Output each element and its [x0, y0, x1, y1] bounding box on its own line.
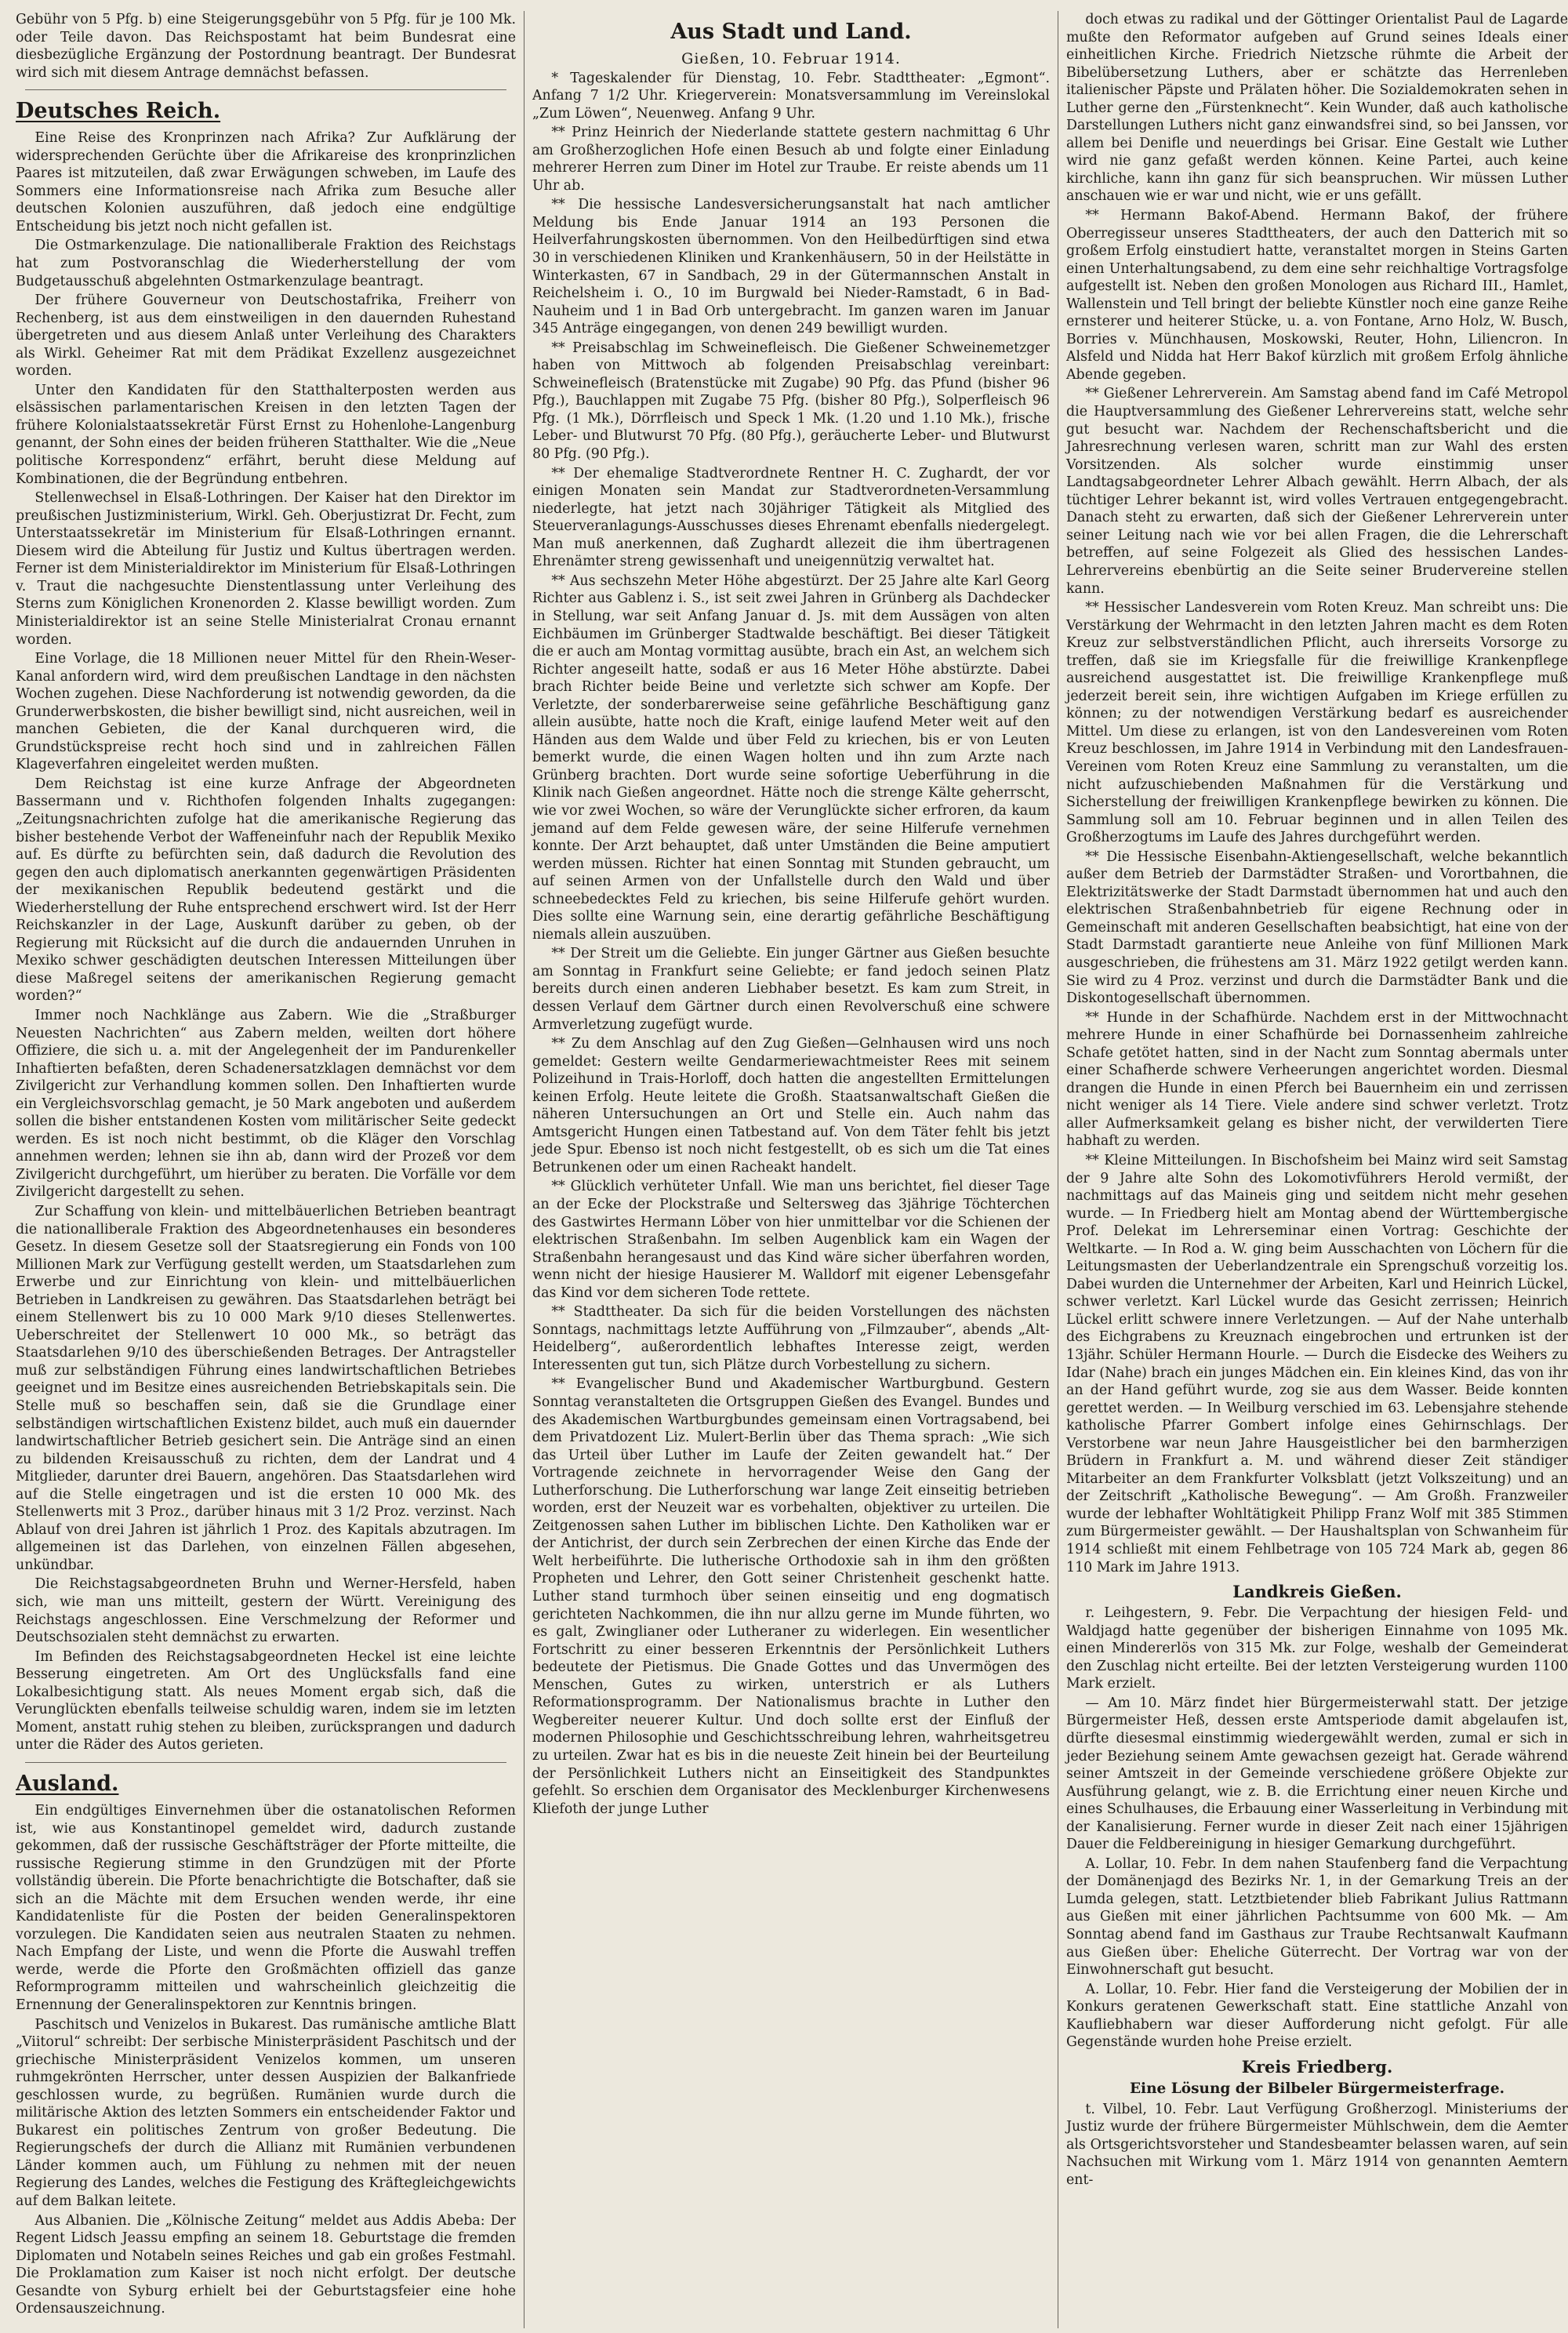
article-paragraph: ** Glücklich verhüteter Unfall. Wie man uns berichtet, fiel dieser Tage an der Ecke der Plockstraße und Seltersweg das 3jährige Töchterchen des Gastwirtes Hermann Löber von hier unmittelbar vor die Schienen der elektrischen Straßenbahn. Im selben Augenblick kam ein Wagen der Straßenbahn herangesaust und das Kind wäre sicher überfahren worden, wenn nicht der hiesige Hausierer M. Walldorf mit eigener Lebensgefahr das Kind vor dem sicheren Tode rettete.	[532, 1179, 1050, 1301]
dateline: Gießen, 10. Februar 1914.	[681, 50, 901, 67]
article-heading: Eine Lösung der Bilbeler Bürgermeisterfrage.	[1129, 2080, 1505, 2097]
section-body	[1066, 2101, 1568, 2189]
article-paragraph: Die Reichstagsabgeordneten Bruhn und Werner-Hersfeld, haben sich, wie man uns mitteilt, gestern der Württ. Vereinigung des Reichstags angeschlossen. Eine Verschmelzung der Reformer und Deutschsozialen steht demnächst zu erwarten.	[16, 1576, 516, 1646]
article-paragraph: ** Der ehemalige Stadtverordnete Rentner H. C. Zughardt, der vor einigen Monaten sein Mandat zur Stadtverordneten-Versammlung niederlegte, hat jetzt nach 30jähriger Tätigkeit als Mitglied des Steuerveranlagungs-Ausschusses dieses Ehrenamt ebenfalls niedergelegt. Man muß anerkennen, daß Zughardt allezeit die ihm übertragenen Ehrenämter streng gewissenhaft und uneigennützig verwaltet hat.	[532, 465, 1050, 570]
article-paragraph: doch etwas zu radikal und der Göttinger Orientalist Paul de Lagarde mußte den Reformator aufgeben auf Grund seines Ideals einer einheitlichen Kirche. Friedrich Nietzsche rühmte die Arbeit der Bibelübersetzung Luthers, aber er schätzte das Herrenleben italienischer Päpste und Prälaten höher. Die Sozialdemokraten sehen in Luther gerne den „Fürstenknecht“. Kein Wunder, daß auch katholische Darstellungen Luthers nicht ganz einwandsfrei sind, so bei Janssen, vor allem bei Denifle und neuerdings bei Grisar. Eine Gestalt wie Luther wird nie ganz gefaßt werden können. Keine Partei, auch keine kirchliche, kann ihn ganz für sich beanspruchen. Wir müssen Luther anschauen wie er war und nicht, wie er uns gefällt.	[1066, 12, 1568, 205]
calendar-notice: * Tageskalender für Dienstag, 10. Febr. Stadttheater: „Egmont“. Anfang 7 1/2 Uhr. Kriegerverein: Monatsversammlung im Vereinslokal „Zum Löwen“, Neuenweg. Anfang 9 Uhr.	[532, 70, 1050, 122]
section-body	[16, 129, 516, 1754]
article-paragraph: t. Vilbel, 10. Febr. Laut Verfügung Großherzogl. Ministeriums der Justiz wurde der frühere Bürgermeister Mühlschwein, dem die Aemter als Ortsgerichtsvorsteher und Standesbeamter belassen waren, auf sein Nachsuchen mit Wirkung vom 1. März 1914 von genannten Aemtern ent-	[1066, 2101, 1568, 2188]
section-body	[1066, 1604, 1568, 2051]
article-paragraph: Stellenwechsel in Elsaß-Lothringen. Der Kaiser hat den Direktor im preußischen Justizministerium, Wirkl. Geh. Oberjustizrat Dr. Fecht, zum Unterstaatssekretär im Ministerium für Elsaß-Lothringen ernannt. Diesem wird die Abteilung für Justiz und Kultus übertragen werden. Ferner ist dem Ministerialdirektor im Ministerium für Elsaß-Lothringen v. Traut die nachgesuchte Dienstentlassung unter Verleihung des Sterns zum Königlichen Kronenorden 2. Klasse bewilligt worden. Zum Ministerialdirektor ist an seine Stelle Ministerialrat Cronau ernannt worden.	[16, 490, 516, 648]
column-middle	[524, 11, 1050, 2328]
article-paragraph: ** Kleine Mitteilungen. In Bischofsheim bei Mainz wird seit Samstag der 9 Jahre alte Sohn des Lokomotivführers Herold vermißt, der nachmittags auf das Maineis ging und seitdem nicht mehr gesehen wurde. — In Friedberg hielt am Montag abend der Württembergische Prof. Delekat im Lehrerseminar einen Vortrag: Geschichte der Weltkarte. — In Rod a. W. ging beim Ausschachten von Löchern für die Leitungsmasten der Ueberlandzentrale ein Sprengschuß vorzeitig los. Dabei wurden die Unternehmer der Arbeiten, Karl und Heinrich Lückel, schwer verletzt. Karl Lückel wurde das Gesicht zerrissen; Heinrich Lückel erlitt schwere innere Verletzungen. — Auf der Nahe unterhalb des Eichgrabens zu Kreuznach eingebrochen und ertrunken ist der 13jähr. Schüler Hermann Hourle. — Durch die Eisdecke des Weihers zu Idar (Nahe) brach ein junges Mädchen ein. Ein kleines Kind, das von ihr an der Hand geführt wurde, zog sie aus dem Wasser. Beide konnten gerettet werden. — In Weilburg verschied im 63. Lebensjahre stehende katholische Pfarrer Gombert infolge eines Gehirnschlags. Der Verstorbene war neun Jahre Hausgeistlicher bei den barmherzigen Brüdern in Frankfurt a. M. und während dieser Zeit ständiger Mitarbeiter an dem Frankfurter Volksblatt (jetzt Volkszeitung) und an der Zeitschrift „Katholische Bewegung“. — Am Großh. Franzweiler wurde der lebhafter Wohltätigkeit Philipp Franz Wolf mit 385 Stimmen zum Bürgermeister gewählt. — Der Haushaltsplan von Schwanheim für 1914 schließt mit einem Fehlbetrage von 105 724 Mark ab, gegen 86 110 Mark im Jahre 1913.	[1066, 1153, 1568, 1575]
article-paragraph: ** Aus sechszehn Meter Höhe abgestürzt. Der 25 Jahre alte Karl Georg Richter aus Gablenz i. S., ist seit zwei Jahren in Grünberg als Dachdecker in Stellung, war seit Anfang Januar d. Js. mit dem Aussägen von alten Eichbäumen im Grünberger Stadtwalde beschäftigt. Bei dieser Tätigkeit die er auch am Montag vormittag ausübte, brach ein Ast, an welchem sich Richter angeseilt hatte, sodaß er aus 16 Meter Höhe abstürzte. Dabei brach Richter beide Beine und verletzte sich schwer am Kopfe. Der Verletzte, der sonderbarerweise seine gefährliche Beschäftigung ganz allein ausübte, hatte noch die Kraft, einige laufend Meter weit auf den Händen aus dem Walde und über Feld zu kriechen, bis er von Leuten bemerkt wurde, die einen Wagen holten und ihn zum Arzte nach Grünberg brachten. Dort wurde seine sofortige Ueberführung in die Klinik nach Gießen angeordnet. Hätte noch die strenge Kälte geherrscht, wie vor zwei Wochen, so wäre der Verunglückte sicher erfroren, da kaum jemand auf dem Felde gewesen wäre, der seine Hilferufe vernehmen konnte. Der Arzt behauptet, daß unter Umständen die Beine amputiert werden müssen. Richter hat einen Sonntag mit Stunden gebraucht, um auf seinen Armen von der Unfallstelle durch den Wald und über schneebedecktes Feld zu kriechen, bis seine Hilferufe gehört wurden. Dies sollte eine Warnung sein, eine derartig gefährliche Beschäftigung niemals allein auszuüben.	[532, 572, 1050, 943]
article-paragraph: ** Der Streit um die Geliebte. Ein junger Gärtner aus Gießen besuchte am Sonntag in Frankfurt seine Geliebte; er fand jedoch seinen Platz bereits durch einen anderen Liebhaber besetzt. Es kam zum Streit, in dessen Verlauf dem Gärtner durch einen Revolverschuß eine schwere Armverletzung zugefügt wurde.	[532, 946, 1050, 1033]
article-paragraph: Im Befinden des Reichstagsabgeordneten Heckel ist eine leichte Besserung eingetreten. Am Ort des Unglücksfalls fand eine Lokalbesichtigung statt. Als neues Moment ergab sich, daß die Verunglückten ebenfalls teilweise schuldig waren, indem sie im letzten Moment, anstatt ruhig stehen zu bleiben, zurücksprangen und dadurch unter die Räder des Autos gerieten.	[16, 1648, 516, 1753]
divider	[25, 1762, 506, 1763]
article-paragraph: ** Prinz Heinrich der Niederlande stattete gestern nachmittag 6 Uhr am Großherzoglichen Hofe einen Besuch ab und folgte einer Einladung mehrerer Herren zum Diner im Hotel zur Traube. Er reiste abends um 11 Uhr ab.	[532, 125, 1050, 194]
article-paragraph: ** Hermann Bakof-Abend. Hermann Bakof, der frühere Oberregisseur unseres Stadttheaters, der auch den Datterich mit so großem Erfolg einstudiert hatte, veranstaltet morgen in Steins Garten einen Unterhaltungsabend, zu dem eine sehr reichhaltige Vortragsfolge aufgestellt ist. Neben den großen Monologen aus Richard III., Hamlet, Wallenstein und Tell bringt der beliebte Künstler noch eine ganze Reihe ernsterer und heiterer Stücke, u. a. von Fontane, Arno Holz, W. Busch, Borries v. Münchhausen, Moskowski, Reuter, Hohn, Liliencron. In Alsfeld und Nidda hat Herr Bakof kürzlich mit großem Erfolg ähnliche Abende gegeben.	[1066, 208, 1568, 383]
section-body	[16, 1802, 516, 2318]
article-paragraph: ** Die Hessische Eisenbahn-Aktiengesellschaft, welche bekanntlich außer dem Betrieb der Darmstädter Straßen- und Vorortbahnen, die Elektrizitätswerke der Stadt Darmstadt übernommen hat und auch den elektrischen Straßenbahnbetrieb für eigene Rechnung oder in Gemeinschaft mit anderen Gesellschaften beabsichtigt, hat eine von der Stadt Darmstadt garantierte neue Anleihe von fünf Millionen Mark ausgeschrieben, die frühestens am 31. März 1922 getilgt werden kann. Sie wird zu 4 Proz. verzinst und durch die Darmstädter Bank und die Diskontogesellschaft übernommen.	[1066, 849, 1568, 1007]
article-paragraph: Zur Schaffung von klein- und mittelbäuerlichen Betrieben beantragt die nationalliberale Fraktion des Abgeordnetenhauses ein besonderes Gesetz. In diesem Gesetze soll der Staatsregierung ein Fonds von 100 Millionen Mark zur Verfügung gestellt werden, um Staatsdarlehen zum Erwerbe und zur Einrichtung von klein- und mittelbäuerlichen Betrieben in Landkreisen zu gewähren. Das Staatsdarlehen beträgt bei einem Stellenwert bis zu 10 000 Mark 9/10 dieses Stellenwertes. Ueberschreitet der Stellenwert 10 000 Mk., so beträgt das Staatsdarlehen 9/10 des überschießenden Betrages. Der Antragsteller muß zur selbständigen Führung eines landwirtschaftlichen Betriebes geeignet und im Besitze eines ausreichenden Betriebskapitals sein. Die Stelle muß so beschaffen sein, daß sie die Grundlage einer selbständigen wirtschaftlichen Existenz bildet, auch muß ein dauernder landwirtschaftlicher Betrieb gesichert sein. Die Anträge sind an einen zu bildenden Kreisausschuß zu richten, dem der Landrat und 4 Mitglieder, darunter drei Bauern, angehören. Das Staatsdarlehen wird auf die Stelle eingetragen und ist die ersten 10 000 Mk. des Stellenwerts mit 3 Proz., darüber hinaus mit 3 1/2 Proz. verzinst. Nach Ablauf von drei Jahren ist jährlich 1 Proz. des Kapitals abzutragen. Im allgemeinen ist das Darlehen, von einzelnen Fällen abgesehen, unkündbar.	[16, 1204, 516, 1573]
subsection-title: Landkreis Gießen.	[1232, 1582, 1402, 1602]
article-paragraph: ** Preisabschlag im Schweinefleisch. Die Gießener Schweinemetzger haben von Mittwoch ab folgenden Preisabschlag vereinbart: Schweinefleisch (Bratenstücke mit Zugabe) 90 Pfg. das Pfund (bisher 96 Pfg.), Bauchlappen mit Zugabe 75 Pfg. (bisher 80 Pfg.), Solperfleisch 96 Pfg. (1 Mk.), Dörrfleisch und Speck 1 Mk. (1.20 und 1.10 Mk.), frische Leber- und Blutwurst 70 Pfg. (80 Pfg.), geräucherte Leber- und Blutwurst 80 Pfg. (90 Pfg.).	[532, 340, 1050, 463]
article-paragraph: ** Evangelischer Bund und Akademischer Wartburgbund. Gestern Sonntag veranstalteten die Ortsgruppen Gießen des Evangel. Bundes und des Akademischen Wartburgbundes gemeinsam einen Vortragsabend, bei dem Privatdozent Liz. Mulert-Berlin über das Thema sprach: „Wie sich das Urteil über Luther im Laufe der Zeiten gewandelt hat.“ Der Vortragende zeichnete in hervorragender Weise den Gang der Lutherforschung. Die Lutherforschung war lange Zeit einseitig betrieben worden, erst der Neuzeit war es vorbehalten, objektiver zu urteilen. Die Zeitgenossen sahen Luther im biblischen Lichte. Den Katholiken war er der Antichrist, der durch sein Zerbrechen der einen Kirche das Ende der Welt herbeiführte. Die lutherische Orthodoxie sah in ihm den größten Propheten und Lehrer, den Gott seiner Christenheit geschenkt hatte. Luther stand turmhoch über seinen einseitig und eng dogmatisch gerichteten Nachkommen, die ihn nur allzu gerne im Munde führten, wo es galt, Zwinglianer oder Lutheraner zu widerlegen. Ein wesentlicher Fortschritt zu einer besseren Erkenntnis der Persönlichkeit Luthers bedeutete der Pietismus. Die Gnade Gottes und das Unvermögen des Menschen, Gutes zu wirken, unterstrich er als Luthers Reformationsprogramm. Der Nationalismus brachte in Luther den Wegbereiter neuerer Kultur. Und doch sollte erst der Einfluß der modernen Philosophie und Geschichtsschreibung lehren, wahrheitsgetreu zu urteilen. Zwar hat es bis in die neueste Zeit hinein bei der Beurteilung der Persönlichkeit Luthers nicht an Einseitigkeit des Standpunktes gefehlt. So erschien dem Organisator des Mecklenburger Kirchenwesens Kliefoth der junge Luther	[532, 1376, 1050, 1817]
article-paragraph: ** Zu dem Anschlag auf den Zug Gießen—Gelnhausen wird uns noch gemeldet: Gestern weilte Gendarmeriewachtmeister Rees mit seinem Polizeihund in Trais-Horloff, doch hatten die angestellten Ermittelungen keinen Erfolg. Heute leitete die Großh. Staatsanwaltschaft Gießen die näheren Untersuchungen an Ort und Stelle ein. Auch nahm das Amtsgericht Hungen einen Tatbestand auf. Von dem Täter fehlt bis jetzt jede Spur. Ebenso ist noch nicht festgestellt, ob es sich um die Tat eines Betrunkenen oder um einen Racheakt handelt.	[532, 1036, 1050, 1176]
section-title: Aus Stadt und Land.	[670, 20, 912, 44]
article-paragraph: A. Lollar, 10. Febr. Hier fand die Versteigerung der Mobilien der in Konkurs geratenen Gewerkschaft statt. Eine stattliche Anzahl von Kaufliebhabern war dieser Aufforderung nicht gefolgt. Für alle Gegenstände wurden hohe Preise erzielt.	[1066, 1981, 1568, 2051]
article-paragraph: Eine Reise des Kronprinzen nach Afrika? Zur Aufklärung der widersprechenden Gerüchte über die Afrikareise des kronprinzlichen Paares ist mitzuteilen, daß zwar Erwägungen schweben, im Laufe des Sommers eine Informationsreise nach Afrika zum Besuche aller deutschen Kolonien auszuführen, daß jedoch eine endgültige Entscheidung bis jetzt noch nicht gefallen ist.	[16, 130, 516, 234]
article-paragraph: Unter den Kandidaten für den Statthalterposten werden aus elsässischen parlamentarischen Kreisen in den letzten Tagen der frühere Kolonialstaatssekretär Fürst Ernst zu Hohenlohe-Langenburg genannt, der Sohn eines der beiden früheren Statthalter. Wie die „Neue politische Korrespondenz“ erfährt, beruht diese Meldung auf Kombinationen, die der Begründung entbehren.	[16, 382, 516, 487]
article-continuation: Gebühr von 5 Pfg. b) eine Steigerungsgebühr von 5 Pfg. für je 100 Mk. oder Teile davon. Das Reichspostamt hat beim Bundesrat eine diesbezügliche Ergänzung der Postordnung beantragt. Der Bundesrat wird sich mit diesem Antrage demnächst befassen.	[16, 12, 516, 81]
article-paragraph: Paschitsch und Venizelos in Bukarest. Das rumänische amtliche Blatt „Viitorul“ schreibt: Der serbische Ministerpräsident Paschitsch und der griechische Ministerpräsident Venizelos kommen, um unseren ruhmgekrönten Herrscher, unter dessen Auspizien der Balkanfriede geschlossen wurde, zu begrüßen. Rumänien wurde durch die militärische Aktion des letzten Sommers ein entscheidender Faktor und Bukarest ein politisches Zentrum von großer Bedeutung. Die Regierungschefs der durch die Allianz mit Rumänien verbundenen Länder kommen auch, um Fühlung zu nehmen mit der neuen Regierung des Landes, welches die Festigung des Kräftegleichgewichts auf dem Balkan leitete.	[16, 2016, 516, 2209]
column-right	[1058, 11, 1568, 2328]
article-paragraph: A. Lollar, 10. Febr. In dem nahen Staufenberg fand die Verpachtung der Domänenjagd des Bezirks Nr. 1, in der Gemarkung Treis an der Lumda gelegen, statt. Letztbietender blieb Fabrikant Julius Rattmann aus Gießen mit einer jährlichen Pachtsumme von 600 Mk. — Am Sonntag abend fand im Gasthaus zur Traube Rechtsanwalt Kaufmann aus Gießen über: Eheliche Güterrecht. Der Vortrag war von der Einwohnerschaft gut besucht.	[1066, 1855, 1568, 1979]
article-paragraph: Dem Reichstag ist eine kurze Anfrage der Abgeordneten Bassermann und v. Richthofen folgenden Inhalts zugegangen: „Zeitungsnachrichten zufolge hat die amerikanische Regierung das bisher bestehende Verbot der Waffeneinfuhr nach der Republik Mexiko auf. Es dürfte zu befürchten sein, daß dadurch die Revolution des gegen den auch diplomatisch anerkannten gegenwärtigen Präsidenten der mexikanischen Republik bedeutend gestärkt und die Wiederherstellung der Ruhe entsprechend erschwert wird. Ist der Herr Reichskanzler in der Lage, Auskunft darüber zu geben, ob der Regierung mit Rücksicht auf die durch die andauernden Unruhen in Mexiko schwer geschädigten deutschen Interessen Mitteilungen über diese Maßregel seitens der amerikanischen Regierung gemacht worden?“	[16, 776, 516, 1005]
section-body	[1066, 11, 1568, 1576]
article-paragraph: Eine Vorlage, die 18 Millionen neuer Mittel für den Rhein-Weser-Kanal anfordern wird, wird dem preußischen Landtage in den nächsten Wochen zugehen. Diese Nachforderung ist notwendig geworden, da die Grunderwerbskosten, die bisher bewilligt sind, nicht ausreichen, weil in manchen Gebieten, die der Kanal durchqueren wird, die Grundstückspreise recht hoch sind und in zahlreichen Fällen Klageverfahren eingeleitet werden mußten.	[16, 651, 516, 773]
article-paragraph: — Am 10. März findet hier Bürgermeisterwahl statt. Der jetzige Bürgermeister Heß, dessen erste Amtsperiode damit abgelaufen ist, dürfte diesesmal einstimmig wiedergewählt werden, zumal er sich in jeder Beziehung seinem Amte gewachsen gezeigt hat. Gerade während seiner Amtszeit in der Gemeinde verschiedene größere Objekte zur Ausführung gelangt, wie z. B. die Errichtung einer neuen Kirche und eines Schulhauses, die Erbauung einer Wasserleitung in Verbindung mit der Kanalisierung. Ferner wurde in dieser Zeit nach einer 15jährigen Dauer die Feldbereinigung in hiesiger Gemarkung durchgeführt.	[1066, 1695, 1568, 1853]
subsection-title: Kreis Friedberg.	[1241, 2056, 1393, 2077]
article-paragraph: ** Die hessische Landesversicherungsanstalt hat nach amtlicher Meldung bis Ende Januar 1914 an 193 Personen die Heilverfahrungskosten übernommen. Von den Heilbedürftigen sind etwa 30 in verschiedenen Kliniken und Krankenhäusern, 50 in der Heilstätte in Winterkasten, 67 in Sandbach, 29 in der Gütermannschen Anstalt in Reichelsheim i. O., 10 im Burgwald bei Nieder-Ramstadt, 6 in Bad-Nauheim und 1 in Bad Orb untergebracht. Im ganzen waren im Januar 345 Anträge eingegangen, von denen 249 bewilligt wurden.	[532, 197, 1050, 337]
article-paragraph: Aus Albanien. Die „Kölnische Zeitung“ meldet aus Addis Abeba: Der Regent Lidsch Jeassu empfing an seinem 18. Geburtstage die fremden Diplomaten und Notabeln seines Reiches und gab ein großes Festmahl. Die Proklamation zum Kaiser ist noch nicht erfolgt. Der deutsche Gesandte von Syburg erhielt bei der Geburtstagsfeier eine hohe Ordensauszeichnung.	[16, 2212, 516, 2317]
divider	[25, 89, 506, 90]
article-paragraph: ** Hunde in der Schafhürde. Nachdem erst in der Mittwochnacht mehrere Hunde in einer Schafhürde bei Dornassenheim zahlreiche Schafe getötet hatten, sind in der Nacht zum Sonntag abermals unter einer Schafherde schwere Verheerungen angerichtet worden. Diesmal drangen die Hunde in einen Pferch bei Bauernheim ein und zerrissen nicht weniger als 14 Tiere. Viele andere sind schwer verletzt. Trotz aller Aufmerksamkeit gelang es bisher nicht, der verwilderten Tiere habhaft zu werden.	[1066, 1009, 1568, 1150]
article-paragraph: r. Leihgestern, 9. Febr. Die Verpachtung der hiesigen Feld- und Waldjagd hatte gegenüber der bisherigen Einnahme von 1095 Mk. einen Mindererlös von 315 Mk. zur Folge, weshalb der Gemeinderat den Zuschlag nicht erteilte. Bei der letzten Versteigerung wurden 1100 Mark erzielt.	[1066, 1605, 1568, 1692]
article-paragraph: Die Ostmarkenzulage. Die nationalliberale Fraktion des Reichstags hat zum Postvoranschlag die Wiederherstellung der vom Budgetausschuß abgelehnten Ostmarkenzulage beantragt.	[16, 238, 516, 289]
section-body	[532, 124, 1050, 1818]
article-paragraph: Immer noch Nachklänge aus Zabern. Wie die „Straßburger Neuesten Nachrichten“ aus Zabern melden, weilten dort höhere Offiziere, die sich u. a. mit der Angelegenheit der im Pandurenkeller Inhaftierten befaßten, deren Schadenersatzklagen demnächst vor dem Zivilgericht zur Verhandlung kommen sollen. Den Inhaftierten wurde ein Vergleichsvorschlag gemacht, je 50 Mark angeboten und außerdem sollen die bisher entstandenen Kosten vom militärischer Seite gedeckt werden. Es ist noch nicht bestimmt, ob die Kläger den Vorschlag annehmen werden; lehnen sie ihn ab, dann wird der Prozeß vor dem Zivilgericht durchgeführt, um hierüber zu beraten. Die Vorfälle vor dem Zivilgericht dargestellt zu sehen.	[16, 1007, 516, 1201]
column-left	[16, 11, 516, 2328]
article-paragraph: ** Hessischer Landesverein vom Roten Kreuz. Man schreibt uns: Die Verstärkung der Wehrmacht in den letzten Jahren macht es dem Roten Kreuz zur selbstverständlichen Pflicht, auch ihrerseits Vorsorge zu treffen, daß sie im Kriegsfalle für die freiwillige Krankenpflege ausreichend ausgestattet ist. Die freiwillige Krankenpflege muß jederzeit bereit sein, ihre wichtigen Aufgaben im Kriege erfüllen zu können; zu der notwendigen Verstärkung bedarf es ausreichender Mittel. Um diese zu erlangen, ist von den Landesvereinen vom Roten Kreuz beschlossen, im Jahre 1914 in Verbindung mit den Landesfrauen-Vereinen vom Roten Kreuz eine Sammlung zu veranstalten, um die nicht aufzuschiebenden Maßnahmen für die Verstärkung und Sicherstellung der freiwilligen Krankenpflege bewirken zu können. Die Sammlung soll am 10. Februar beginnen und in allen Teilen des Großherzogtums im Laufe des Jahres durchgeführt werden.	[1066, 600, 1568, 846]
article-paragraph: Der frühere Gouverneur von Deutschostafrika, Freiherr von Rechenberg, ist aus dem einstweiligen in den dauernden Ruhestand übergetreten und aus diesem Anlaß unter Verleihung des Charakters als Wirkl. Geheimer Rat mit dem Prädikat Exzellenz ausgezeichnet worden.	[16, 293, 516, 380]
article-paragraph: ** Stadttheater. Da sich für die beiden Vorstellungen des nächsten Sonntags, nachmittags letzte Aufführung von „Filmzauber“, abends „Alt-Heidelberg“, außerordentlich lebhaftes Interesse zeigt, werden Interessenten gut tun, sich Plätze durch Vorbestellung zu sichern.	[532, 1304, 1050, 1373]
section-title: Ausland.	[16, 1771, 119, 1796]
article-paragraph: ** Gießener Lehrerverein. Am Samstag abend fand im Café Metropol die Hauptversammlung des Gießener Lehrervereins statt, welche sehr gut besucht war. Nachdem der Rechenschaftsbericht und die Jahresrechnung verlesen waren, schritt man zur Wahl des ersten Vorsitzenden. Als solcher wurde einstimmig unser Landtagsabgeordneter Lehrer Albach gewählt. Herrn Albach, der als tüchtiger Lehrer bekannt ist, wird volles Vertrauen entgegengebracht. Danach steht zu erwarten, daß sich der Gießener Lehrerverein unter seiner Leitung nach wie vor bei allen Fragen, die die Lehrerschaft betreffen, auf seine Folgezeit als Glied des hessischen Landes-Lehrervereins ebenbürtig an die Seite seiner Brudervereine stellen kann.	[1066, 386, 1568, 597]
article-paragraph: Ein endgültiges Einvernehmen über die ostanatolischen Reformen ist, wie aus Konstantinopel gemeldet wird, dadurch zustande gekommen, daß der russische Geschäftsträger der Pforte mitteilte, die russische Regierung stimme in den Grundzügen mit der Pforte vollständig überein. Die Pforte benachrichtigte die Botschafter, daß sie sich an die Mächte mit dem Ersuchen wenden werde, ihr eine Kandidatenliste für die Posten der beiden Generalinspektoren vorzulegen. Die Kandidaten seien aus neutralen Staaten zu nehmen. Nach Empfang der Liste, und wenn die Pforte die Auswahl treffen werde, werde die Pforte den Großmächten offiziell das ganze Reformprogramm mitteilen und wahrscheinlich gleichzeitig die Ernennung der Generalinspektoren zur Kenntnis bringen.	[16, 1802, 516, 2013]
section-title: Deutsches Reich.	[16, 99, 221, 124]
